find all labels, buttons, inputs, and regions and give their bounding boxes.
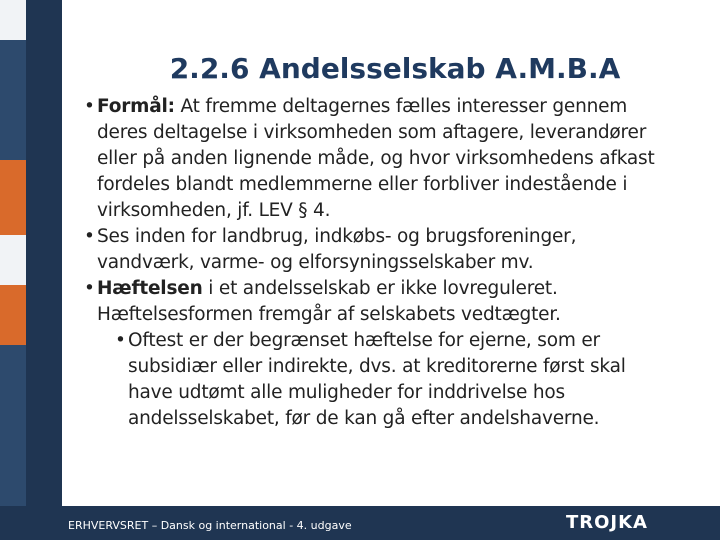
liability-line-1: i et andelsselskab er ikke lovreguleret. bbox=[208, 278, 558, 299]
liability-line-2: Hæftelsesformen fremgår af selskabets vedtægter. bbox=[97, 304, 561, 325]
sidebar-stripe bbox=[0, 235, 26, 285]
footer-text: ERHVERVSRET – Dansk og international - 4. udgave bbox=[68, 519, 352, 532]
trojka-logo: TROJKA bbox=[565, 512, 648, 533]
bullet-purpose bbox=[84, 94, 704, 224]
decorative-sidebar bbox=[0, 0, 62, 540]
purpose-line-3: eller på anden lignende måde, og hvor virksomhedens afkast bbox=[97, 148, 655, 169]
sub-bullet-liability bbox=[109, 328, 704, 432]
sectors-line-2: vandværk, varme- og elforsyningsselskaber mv. bbox=[97, 252, 534, 273]
purpose-line-1: At fremme deltagernes fælles interesser gennem bbox=[180, 96, 628, 117]
sub-line-2: subsidiær eller indirekte, dvs. at kreditorerne først skal bbox=[128, 356, 626, 377]
bullet-line bbox=[97, 276, 704, 302]
bullet-liability bbox=[84, 276, 704, 328]
liability-label: Hæftelsen bbox=[97, 278, 203, 299]
sectors-line-1: Ses inden for landbrug, indkøbs- og brugsforeninger, bbox=[97, 226, 577, 247]
sub-line-1: Oftest er der begrænset hæftelse for ejerne, som er bbox=[128, 330, 600, 351]
sidebar-stripe bbox=[0, 40, 26, 160]
purpose-label: Formål: bbox=[97, 96, 175, 117]
footer-bar bbox=[62, 506, 720, 540]
bullet-marker: • bbox=[84, 278, 95, 299]
sub-line-3: have udtømt alle muligheder for inddrivelse hos bbox=[128, 382, 565, 403]
bullet-sectors bbox=[84, 224, 704, 276]
sub-line-4: andelsselskabet, før de kan gå efter andelshaverne. bbox=[128, 408, 600, 429]
sidebar-stripe bbox=[0, 285, 26, 345]
purpose-line-4: fordeles blandt medlemmerne eller forbliver indestående i bbox=[97, 174, 628, 195]
purpose-line-5: virksomheden, jf. LEV § 4. bbox=[97, 200, 331, 221]
slide-title: 2.2.6 Andelsselskab A.M.B.A bbox=[169, 52, 621, 85]
bullet-marker: • bbox=[84, 226, 95, 247]
sidebar-stripe bbox=[0, 0, 26, 40]
bullet-marker: • bbox=[84, 96, 95, 117]
purpose-line-2: deres deltagelse i virksomheden som aftagere, leverandører bbox=[97, 122, 647, 143]
slide-content bbox=[84, 94, 704, 432]
sidebar-stripe bbox=[0, 345, 26, 506]
sidebar-stripe bbox=[0, 160, 26, 235]
bullet-marker: • bbox=[115, 330, 126, 351]
bullet-line bbox=[97, 94, 704, 120]
